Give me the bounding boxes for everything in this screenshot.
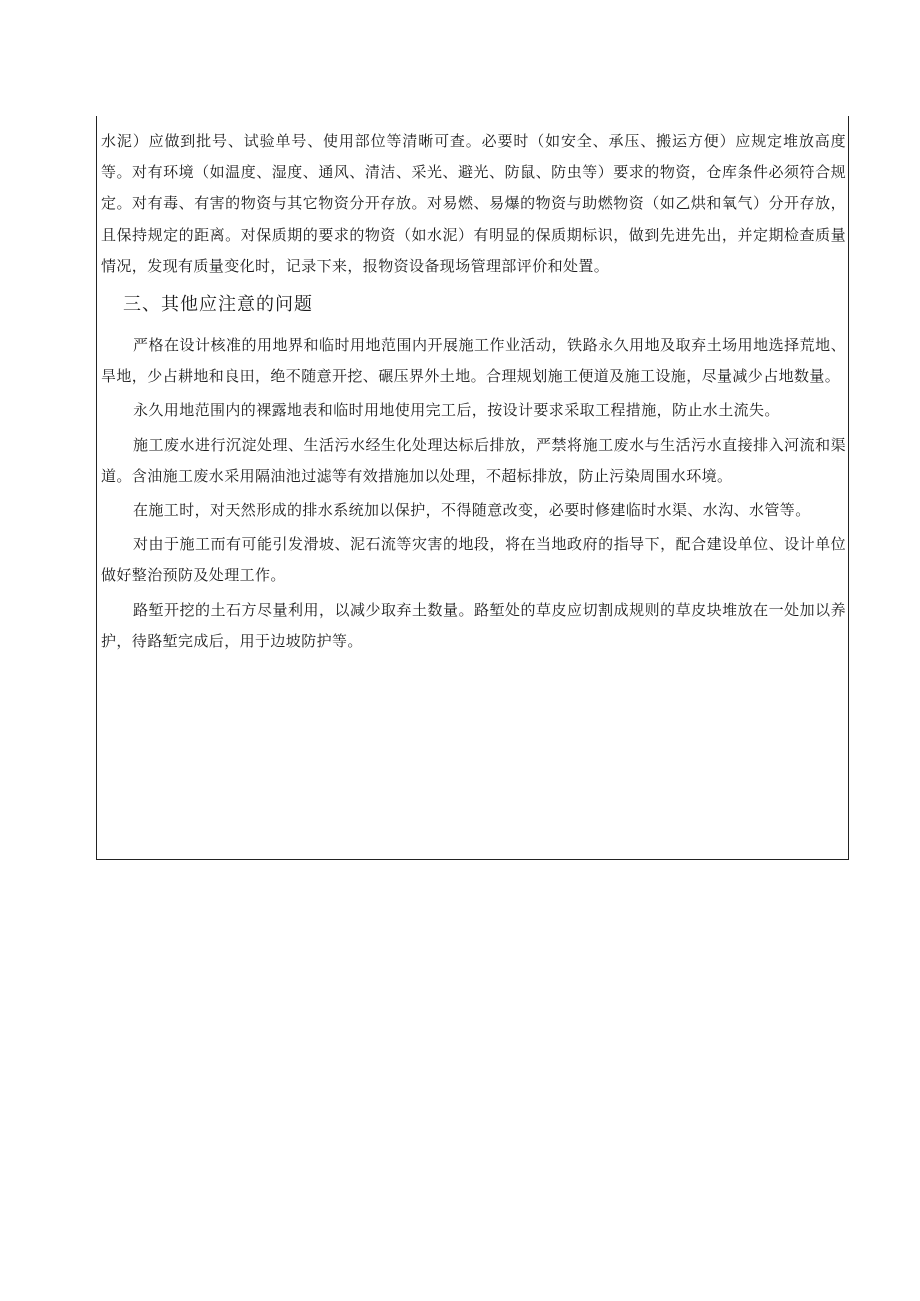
continuation-paragraph: 水泥）应做到批号、试验单号、使用部位等清晰可查。必要时（如安全、承压、搬运方便）应规定堆放高度等。对有环境（如温度、湿度、通风、清洁、采光、避光、防鼠、防虫等）要求的物资，仓库条件必须符合规定。对有毒、有害的物资与其它物资分开存放。对易燃、易爆的物资与助燃物资（如乙烘和氧气）分开存放，且保持规定的距离。对保质期的要求的物资（如水泥）有明显的保质期标识，做到先进先出，并定期检查质量情况，发现有质量变化时，记录下来，报物资设备现场管理部评价和处置。 (101, 132, 846, 275)
paragraph-landslide: 对由于施工而有可能引发滑坡、泥石流等灾害的地段，将在当地政府的指导下，配合建设单位、设计单位做好整治预防及处理工作。 (101, 535, 846, 585)
paragraph-cutting: 路堑开挖的土石方尽量利用，以减少取弃土数量。路堑处的草皮应切割成规则的草皮块堆放在一处加以养护，待路堑完成后，用于边坡防护等。 (101, 600, 846, 650)
document-frame (96, 116, 849, 860)
paragraph-drainage: 在施工时，对天然形成的排水系统加以保护，不得随意改变，必要时修建临时水渠、水沟、水管等。 (133, 501, 811, 520)
paragraph-wastewater: 施工废水进行沉淀处理、生活污水经生化处理达标后排放，严禁将施工废水与生活污水直接排入河流和渠道。含油施工废水采用隔油池过滤等有效措施加以处理，不超标排放，防止污染周围水环境。 (101, 435, 846, 485)
section-heading: 三、其他应注意的问题 (123, 294, 313, 316)
document-body (97, 126, 848, 657)
paragraph-land-use: 严格在设计核准的用地界和临时用地范围内开展施工作业活动，铁路永久用地及取弃土场用地选择荒地、旱地，少占耕地和良田，绝不随意开挖、碾压界外土地。合理规划施工便道及施工设施，尽量减少占地数量。 (101, 336, 846, 386)
paragraph-soil-erosion: 永久用地范围内的裸露地表和临时用地使用完工后，按设计要求采取工程措施，防止水土流失。 (133, 401, 780, 420)
